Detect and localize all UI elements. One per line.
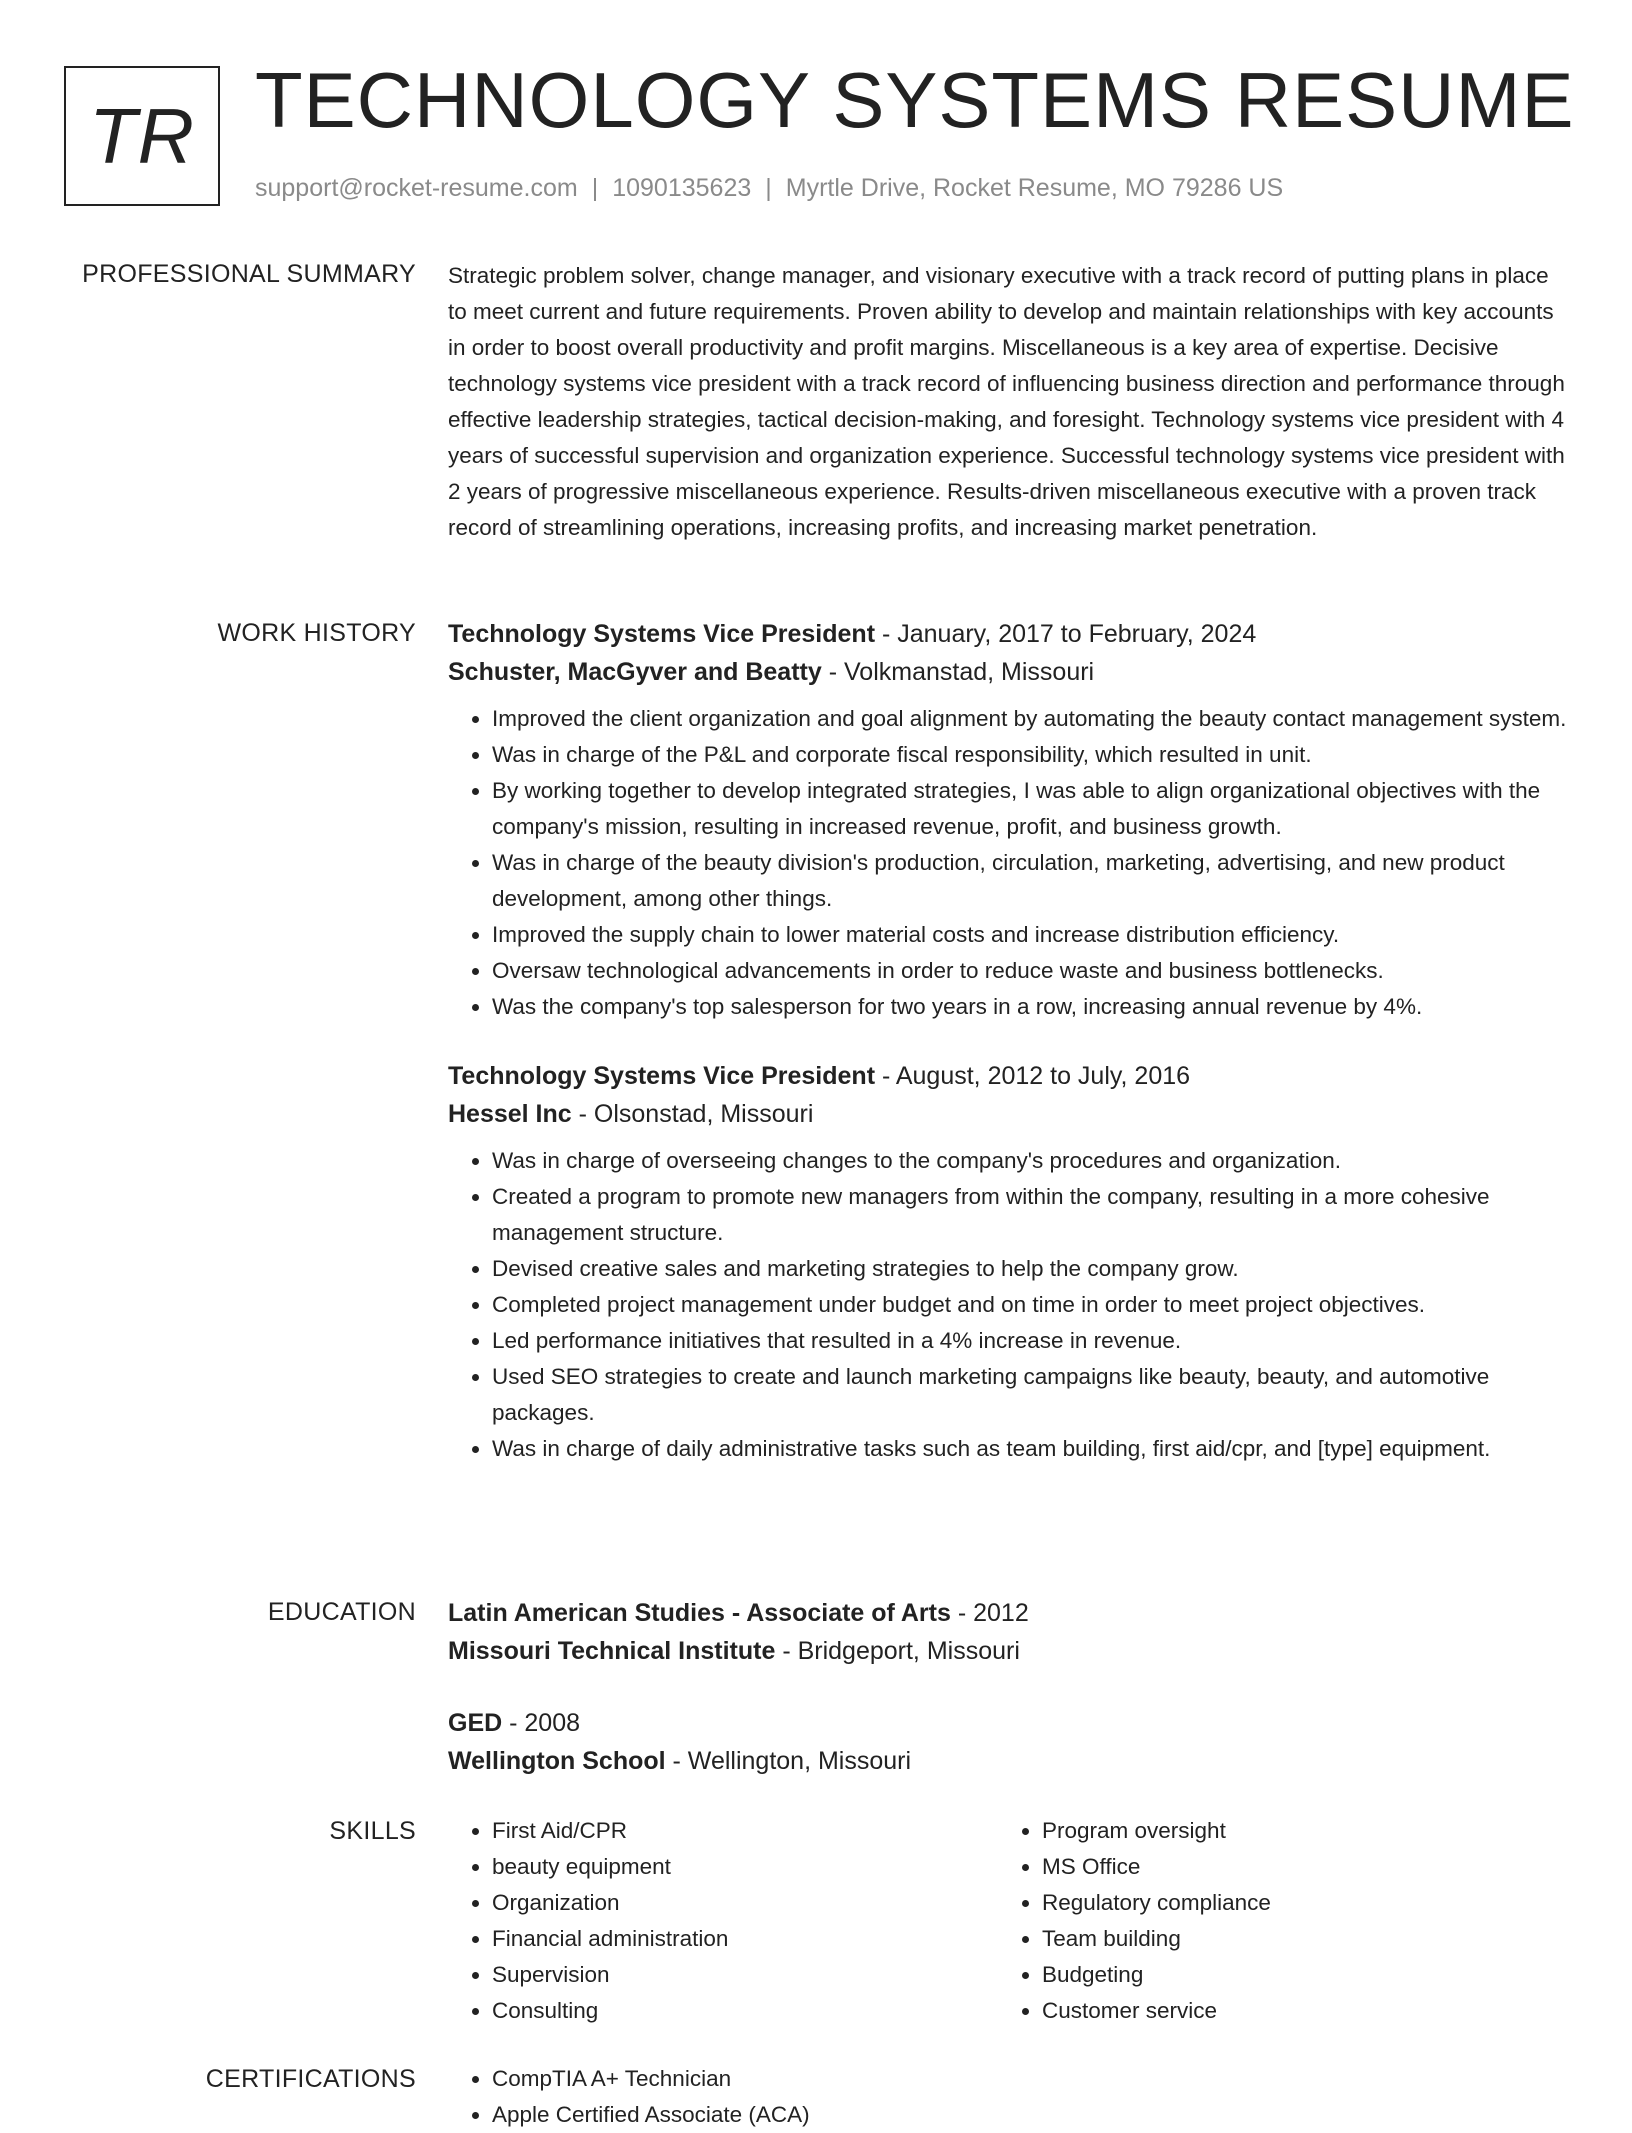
education-location: - Bridgeport, Missouri: [775, 1637, 1020, 1665]
contact-email: support@rocket-resume.com: [255, 174, 578, 202]
job-bullet: • Oversaw technological advancements in order to reduce waste and business bottlenecks.: [492, 953, 1568, 989]
job-title-line: [448, 615, 1568, 653]
job-bullet: • Created a program to promote new managers from within the company, resulting in a more cohesive management structure.: [492, 1179, 1568, 1251]
contact-separator: |: [765, 174, 772, 202]
education-degree: Latin American Studies - Associate of Arts: [448, 1599, 951, 1627]
section-label-certifications: CERTIFICATIONS: [205, 2065, 416, 2093]
certifications-columns: [448, 2061, 1568, 2133]
education-degree-line: [448, 1594, 1568, 1632]
job-bullets: [448, 1143, 1568, 1467]
job-bullet: • Was in charge of overseeing changes to the company's procedures and organization.: [492, 1143, 1568, 1179]
education-year: - 2008: [502, 1709, 581, 1737]
job-location: - Volkmanstad, Missouri: [821, 658, 1095, 686]
education-degree: GED: [448, 1709, 503, 1737]
job-dates: - January, 2017 to February, 2024: [875, 620, 1257, 648]
job-bullet: • Improved the client organization and goal alignment by automating the beauty contact management system.: [492, 701, 1568, 737]
education-school-line: [448, 1632, 1568, 1670]
contact-separator: |: [591, 174, 599, 202]
job-bullet: • Led performance initiatives that resulted in a 4% increase in revenue.: [492, 1323, 1568, 1359]
education-location: - Wellington, Missouri: [665, 1747, 912, 1775]
section-label-work-history: WORK HISTORY: [217, 619, 416, 647]
job-bullet: • Was the company's top salesperson for two years in a row, increasing annual revenue by 4%.: [492, 989, 1568, 1025]
job-entry: [448, 1057, 1568, 1467]
resume-title: TECHNOLOGY SYSTEMS RESUME: [255, 56, 1575, 144]
contact-phone: 1090135623: [612, 174, 752, 202]
job-dates: - August, 2012 to July, 2016: [875, 1062, 1191, 1090]
education-school: Missouri Technical Institute: [448, 1637, 776, 1665]
summary-text: Strategic problem solver, change manager, and visionary executive with a track record of putting plans in place to meet current and future requirements. Proven ability to develop and maintain relationships with key accounts in order to boost overall productivity and profit margins. Miscellaneous is a key area of expertise. Decisive technology systems vice president with a track record of influencing business direction and performance through effective leadership strategies, tactical decision-making, and foresight. Technology systems vice president with 4 years of successful supervision and organization experience. Successful technology systems vice president with 2 years of progressive miscellaneous experience. Results-driven miscellaneous executive with a proven track record of streamlining operations, increasing profits, and increasing market penetration.: [448, 263, 1565, 540]
section-label-skills: SKILLS: [329, 1817, 416, 1845]
skills-columns: [448, 1813, 1568, 2029]
skill-item: • Customer service: [1042, 1993, 1548, 2029]
job-bullet: • Was in charge of the P&L and corporate fiscal responsibility, which resulted in unit.: [492, 737, 1568, 773]
skill-item: • Organization: [492, 1885, 998, 1921]
certifications-list: [448, 2061, 998, 2133]
education-entry: [448, 1704, 1568, 1780]
section-label-summary: PROFESSIONAL SUMMARY: [82, 260, 416, 288]
summary-body: [448, 258, 1568, 546]
skill-item: • Regulatory compliance: [1042, 1885, 1548, 1921]
job-bullets: [448, 701, 1568, 1025]
certifications-body: [448, 2061, 1568, 2133]
section-label-education: EDUCATION: [267, 1598, 416, 1626]
job-title: Technology Systems Vice President: [448, 1062, 876, 1090]
job-company-line: [448, 653, 1568, 691]
education-body: [448, 1594, 1568, 1780]
job-title: Technology Systems Vice President: [448, 620, 876, 648]
job-location: - Olsonstad, Missouri: [571, 1100, 814, 1128]
skill-item: • First Aid/CPR: [492, 1813, 998, 1849]
job-company: Hessel Inc: [448, 1100, 572, 1128]
contact-line: [255, 174, 1283, 203]
job-bullet: • Completed project management under budget and on time in order to meet project objectives.: [492, 1287, 1568, 1323]
job-company-line: [448, 1095, 1568, 1133]
education-year: - 2012: [950, 1599, 1029, 1627]
job-bullet: • Devised creative sales and marketing strategies to help the company grow.: [492, 1251, 1568, 1287]
education-degree-line: [448, 1704, 1568, 1742]
job-title-line: [448, 1057, 1568, 1095]
contact-address: Myrtle Drive, Rocket Resume, MO 79286 US: [785, 174, 1284, 202]
education-entry: [448, 1594, 1568, 1670]
education-school-line: [448, 1742, 1568, 1780]
education-school: Wellington School: [448, 1747, 666, 1775]
skills-list-left: [448, 1813, 998, 2029]
job-company: Schuster, MacGyver and Beatty: [448, 658, 822, 686]
skill-item: • beauty equipment: [492, 1849, 998, 1885]
skill-item: • Consulting: [492, 1993, 998, 2029]
certification-item: • CompTIA A+ Technician: [492, 2061, 998, 2097]
skill-item: • Supervision: [492, 1957, 998, 1993]
job-bullet: • By working together to develop integrated strategies, I was able to align organizational objectives with the company's mission, resulting in increased revenue, profit, and business growth.: [492, 773, 1568, 845]
certification-item: • Apple Certified Associate (ACA): [492, 2097, 998, 2133]
skill-item: • MS Office: [1042, 1849, 1548, 1885]
job-bullet: • Was in charge of daily administrative tasks such as team building, first aid/cpr, and [type] equipment.: [492, 1431, 1568, 1467]
job-bullet: • Was in charge of the beauty division's production, circulation, marketing, advertising, and new product development, among other things.: [492, 845, 1568, 917]
work-history-body: [448, 615, 1568, 1467]
skill-item: • Program oversight: [1042, 1813, 1548, 1849]
job-entry: [448, 615, 1568, 1025]
job-bullet: • Improved the supply chain to lower material costs and increase distribution efficiency.: [492, 917, 1568, 953]
skills-list-right: [998, 1813, 1548, 2029]
skills-body: [448, 1813, 1568, 2029]
job-bullet: • Used SEO strategies to create and launch marketing campaigns like beauty, beauty, and automotive packages.: [492, 1359, 1568, 1431]
monogram-badge: TR: [64, 66, 220, 206]
skill-item: • Budgeting: [1042, 1957, 1548, 1993]
skill-item: • Financial administration: [492, 1921, 998, 1957]
skill-item: • Team building: [1042, 1921, 1548, 1957]
